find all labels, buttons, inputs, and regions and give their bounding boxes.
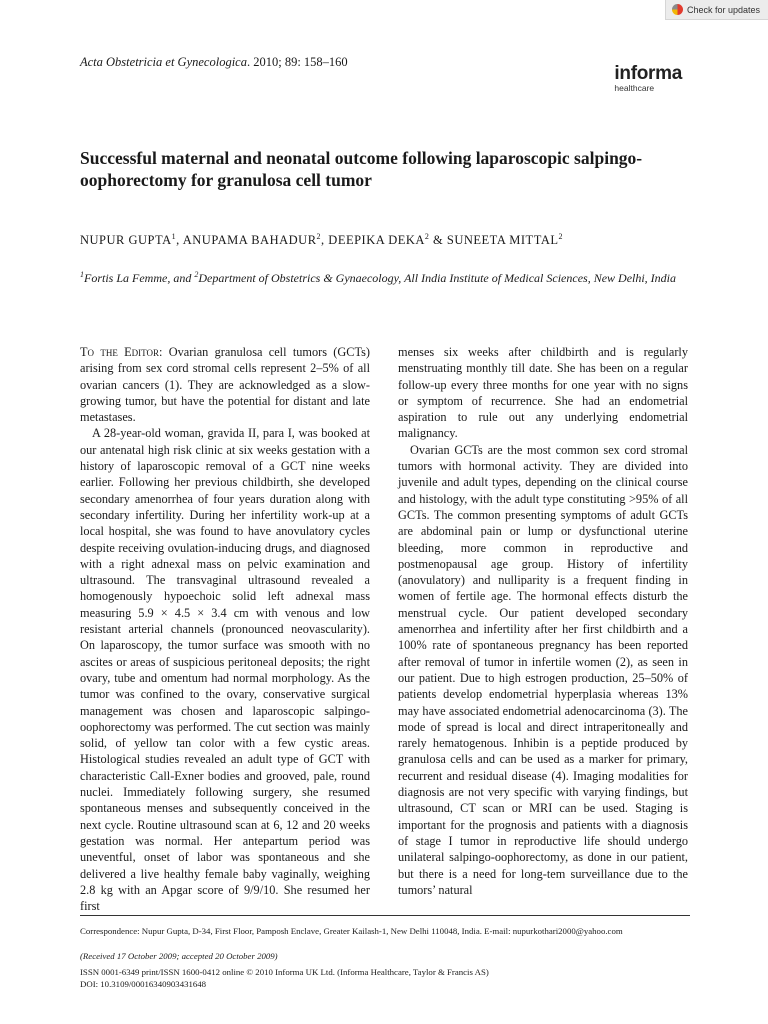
- body-column-left: [80, 344, 370, 914]
- publication-info: [80, 966, 489, 990]
- logo-wordmark: informa: [614, 63, 682, 84]
- author-affil-mark: 2: [316, 232, 322, 241]
- author-affil-mark: 2: [558, 232, 563, 241]
- doi-line: DOI: 10.3109/00016340903431648: [80, 979, 207, 989]
- received-dates: (Received 17 October 2009; accepted 20 October 2009): [80, 951, 278, 961]
- author-name: NUPUR GUPTA: [80, 233, 172, 248]
- affil-mark: 2: [194, 270, 199, 279]
- correspondence-note: Correspondence: Nupur Gupta, D-34, First Floor, Pamposh Enclave, Greater Kailash-1, New Delhi 110048, India. E-mail: nupurkothari2000@yahoo.com: [80, 926, 623, 936]
- footnote-divider: [80, 915, 690, 916]
- paragraph: A 28-year-old woman, gravida II, para I, was booked at our antenatal high risk clinic at six weeks gestation with a history of laparoscopic removal of a GCT nine weeks earlier. Following her previous childbirth, she developed secondary amenorrhea of four years duration along with secondary infertility. During her infertility work-up at a local hospital, she was found to have anovulatory cycles despite receiving ovulation-inducing drugs, and diagnosed with a right adnexal mass on pelvic examination and ultrasound. The transvaginal ultrasound revealed a homogenously hypoechoic solid left adnexal mass measuring 5.9 × 4.5 × 3.4 cm with venous and low resistant arterial channels (pronounced neovascularity). On laparoscopy, the tumor surface was smooth with no ascites or areas of suspicious peritoneal deposits; the right ovary, tube and omentum had normal morphology. As the tumor was confined to the ovary, conservative surgical management was chosen and laparoscopic salpingo-oophorectomy was performed. The cut section was mainly solid, of yellow tan color with a few cystic areas. Histological studies revealed an adult type of GCT with characteristic Call-Exner bodies and grooved, pale, round nuclei. Immediately following surgery, she resumed spontaneous menses and subsequently conceived in the next cycle. Routine ultrasound scan at 6, 12 and 20 weeks gestation was normal. Her antepartum period was uneventful, onset of labor was spontaneous and she delivered a live healthy female baby vaginally, weighing 2.8 kg with an Apgar score of 9/9/10. She resumed her first: [80, 426, 370, 914]
- issn-line: ISSN 0001-6349 print/ISSN 1600-0412 online © 2010 Informa UK Ltd. (Informa Healthcare, Taylor & Francis AS): [80, 967, 489, 977]
- paragraph: menses six weeks after childbirth and is regularly menstruating monthly till date. She has been on a regular follow-up every three months for one year with no signs or symptom of recurrence. She had an endometrial aspiration to rule out any underlying endometrial malignancy.: [398, 345, 688, 441]
- author-name: ANUPAMA BAHADUR: [182, 233, 317, 248]
- journal-volume: . 2010; 89: 158–160: [246, 55, 348, 69]
- author-affil-mark: 2: [424, 232, 430, 241]
- author-affil-mark: 1: [171, 232, 177, 241]
- check-for-updates-label: Check for updates: [687, 4, 761, 15]
- affil-mark: 1: [80, 270, 84, 279]
- journal-citation: [80, 55, 348, 70]
- article-title: Successful maternal and neonatal outcome following laparoscopic salpingo-oophorectomy for granulosa cell tumor: [80, 148, 643, 190]
- author-list: [80, 232, 563, 248]
- affil-text: Fortis La Femme, and: [84, 271, 195, 285]
- affiliations: [80, 266, 680, 287]
- body-column-right: [398, 344, 688, 898]
- paragraph: Ovarian GCTs are the most common sex cord stromal tumors with hormonal activity. They are divided into juvenile and adult types, depending on the clinical course and histology, with the adult type constituting >95% of all GCTs. The common presenting symptoms of adult GCTs are abdominal pain or lump or dysfunctional uterine bleeding, more common in reproductive and postmenopausal age group. History of infertility (anovulatory) and nulliparity is a frequent finding in women of fertile age. The hormonal effects disturb the menstrual cycle. Our patient developed secondary amenorrhea and infertility after her first childbirth and a 100% rate of spontaneous pregnancy has been reported after removal of tumor in infertile women (2), as seen in our patient. Due to high estrogen production, 25–50% of patients develop endometrial hyperplasia whereas 13% may have associated endometrial adenocarcinoma (3). The mode of spread is local and direct intraperitoneally and rarely hematogenous. Inhibin is a peptide produced by granulosa cells and can be used as a marker for primary, recurrent and residual disease (4). Imaging modalities for diagnosis are not very specific with varying findings, but ultrasound, CT scan or MRI can be used. Staging is important for the prognosis and patients with a diagnosis of stage I tumor in reproductive life should undergo unilateral salpingo-oophorectomy, as done in our patient, but there is a need for long-tem surveillance due to the tumors’ natural: [398, 442, 688, 897]
- journal-name: Acta Obstetricia et Gynecologica: [80, 55, 247, 69]
- paragraph: [80, 344, 370, 425]
- lead-in: To the Editor:: [80, 345, 163, 359]
- author-separator: ,: [176, 233, 183, 248]
- update-check-icon: [672, 4, 683, 15]
- publisher-logo: [614, 64, 682, 93]
- author-name: SUNEETA MITTAL: [446, 233, 559, 248]
- logo-subtitle: healthcare: [614, 83, 655, 93]
- paragraph-text: Ovarian granulosa cell tumors (GCTs) arising from sex cord stromal cells represent 2–5% of all ovarian cancers (1). They are acknowledged as a slow-growing tumor, but have the potential for distant and late metastases.: [80, 345, 371, 425]
- author-name: DEEPIKA DEKA: [328, 233, 425, 248]
- affil-text: Department of Obstetrics & Gynaecology, All India Institute of Medical Sciences, New Delhi, India: [198, 271, 677, 285]
- author-separator: &: [429, 233, 447, 248]
- check-for-updates-badge[interactable]: [665, 0, 768, 20]
- author-separator: ,: [321, 233, 329, 248]
